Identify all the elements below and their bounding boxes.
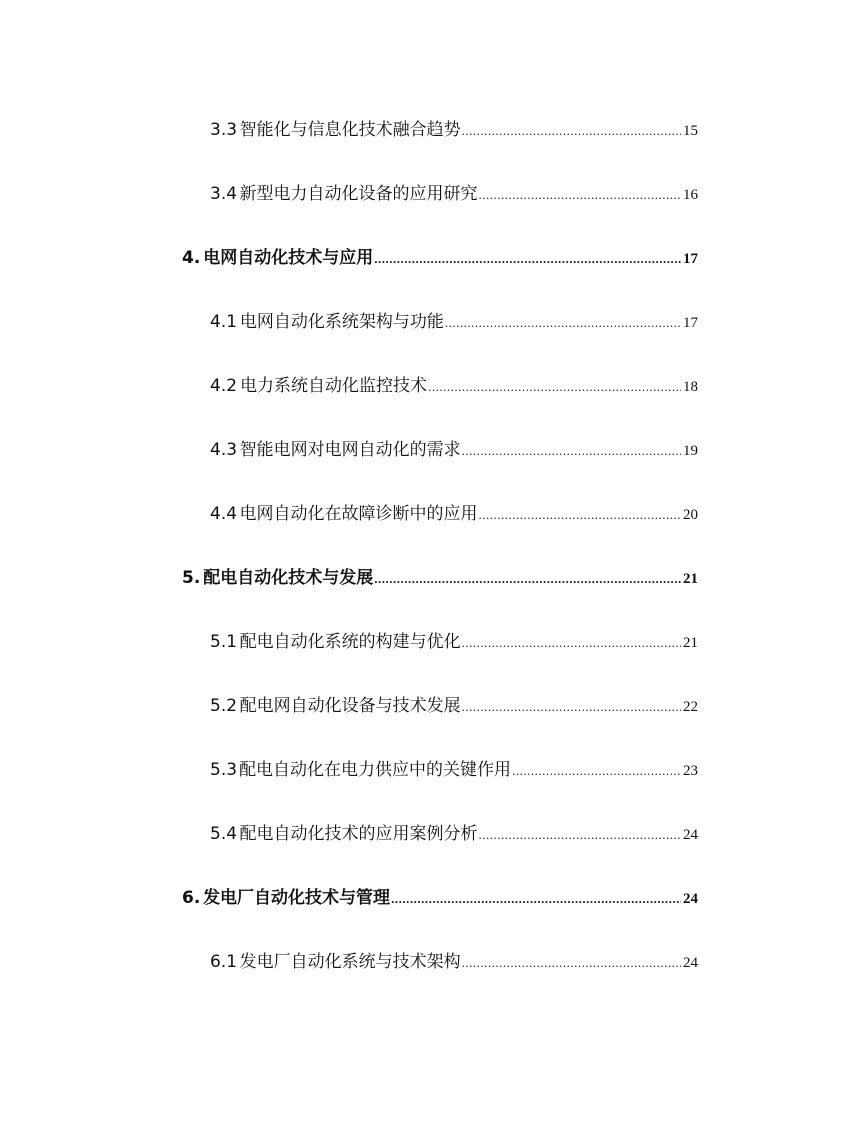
entry-title: 电网自动化在故障诊断中的应用	[239, 504, 478, 524]
entry-page-number: 23	[683, 763, 698, 779]
dot-leader	[462, 949, 681, 977]
entry-page-number: 17	[683, 315, 698, 331]
toc-entry-5-2[interactable]	[210, 692, 698, 720]
entry-page-number: 22	[683, 699, 698, 715]
entry-title: 发电厂自动化技术与管理	[203, 888, 391, 908]
toc-entry-3-3[interactable]	[210, 116, 698, 144]
dot-leader	[428, 373, 681, 401]
entry-page-number: 16	[683, 187, 698, 203]
entry-number: 4.3	[210, 440, 238, 460]
dot-leader	[391, 885, 681, 913]
entry-number: 3.3	[210, 120, 238, 140]
entry-title: 配电自动化技术的应用案例分析	[239, 824, 478, 844]
entry-title: 电力系统自动化监控技术	[240, 376, 428, 396]
entry-title: 新型电力自动化设备的应用研究	[239, 184, 478, 204]
dot-leader	[512, 757, 681, 785]
toc-entry-4-3[interactable]	[210, 436, 698, 464]
entry-number: 5.	[182, 568, 201, 588]
entry-title: 配电自动化系统的构建与优化	[239, 632, 461, 652]
toc-entry-4-2[interactable]	[210, 372, 698, 400]
dot-leader	[478, 501, 681, 529]
entry-number: 6.	[182, 888, 201, 908]
dot-leader	[462, 629, 681, 657]
entry-title: 智能化与信息化技术融合趋势	[239, 120, 461, 140]
toc-entry-5-4[interactable]	[210, 820, 698, 848]
toc-entry-5-1[interactable]	[210, 628, 698, 656]
entry-page-number: 21	[683, 635, 698, 651]
toc-entry-6-1[interactable]	[210, 948, 698, 976]
toc-entry-3-4[interactable]	[210, 180, 698, 208]
entry-number: 4.1	[210, 312, 238, 332]
entry-title: 配电网自动化设备与技术发展	[239, 696, 461, 716]
dot-leader	[478, 181, 681, 209]
dot-leader	[462, 693, 681, 721]
toc-entry-4-4[interactable]	[210, 500, 698, 528]
entry-number: 5.3	[210, 760, 238, 780]
entry-title: 智能电网对电网自动化的需求	[239, 440, 461, 460]
entry-title: 配电自动化在电力供应中的关键作用	[239, 760, 512, 780]
dot-leader	[478, 821, 681, 849]
entry-number: 4.4	[210, 504, 238, 524]
entry-page-number: 21	[683, 571, 698, 587]
entry-number: 5.1	[210, 632, 238, 652]
entry-page-number: 15	[683, 123, 698, 139]
entry-number: 4.	[182, 248, 201, 268]
entry-page-number: 19	[683, 443, 698, 459]
toc-entry-5[interactable]	[182, 564, 698, 592]
dot-leader	[462, 117, 681, 145]
entry-title: 配电自动化技术与发展	[203, 568, 374, 588]
entry-page-number: 24	[683, 827, 698, 843]
entry-page-number: 24	[683, 955, 698, 971]
dot-leader	[374, 565, 681, 593]
entry-title: 电网自动化系统架构与功能	[239, 312, 444, 332]
entry-page-number: 20	[683, 507, 698, 523]
entry-page-number: 24	[683, 891, 698, 907]
entry-number: 6.1	[210, 952, 238, 972]
toc-entry-6[interactable]	[182, 884, 698, 912]
dot-leader	[374, 245, 681, 273]
entry-number: 5.4	[210, 824, 238, 844]
toc-entry-4-1[interactable]	[210, 308, 698, 336]
entry-page-number: 18	[683, 379, 698, 395]
toc-entry-4[interactable]	[182, 244, 698, 272]
entry-page-number: 17	[683, 251, 698, 267]
entry-title: 电网自动化技术与应用	[203, 248, 374, 268]
toc-entry-5-3[interactable]	[210, 756, 698, 784]
entry-number: 4.2	[210, 376, 238, 396]
entry-title: 发电厂自动化系统与技术架构	[239, 952, 461, 972]
dot-leader	[445, 309, 681, 337]
entry-number: 3.4	[210, 184, 238, 204]
dot-leader	[462, 437, 681, 465]
entry-number: 5.2	[210, 696, 238, 716]
